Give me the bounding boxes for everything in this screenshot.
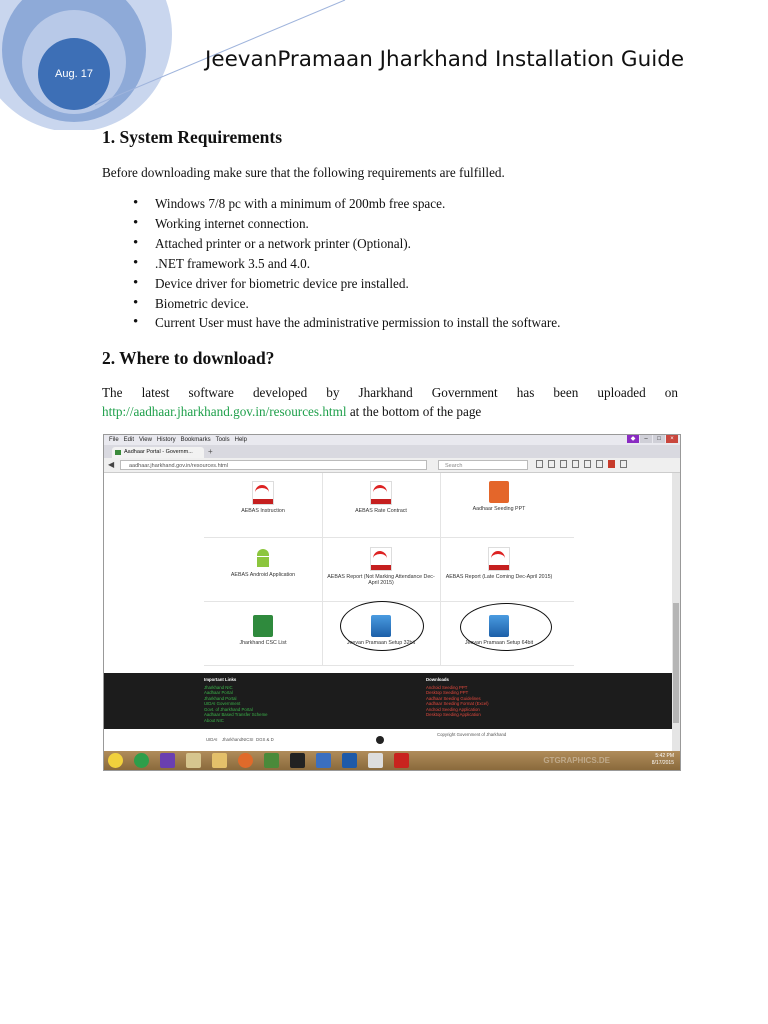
footer-link[interactable]: Android Seeding Application <box>426 706 480 712</box>
file-item-jp-32bit[interactable]: Jeevan Pramaan Setup 32bit <box>322 607 440 669</box>
file-item[interactable]: Jharkhand CSC List <box>204 607 322 669</box>
menu-item-file[interactable]: File <box>109 437 119 443</box>
addon-red-icon[interactable] <box>608 460 615 468</box>
browser-tabbar <box>104 445 680 458</box>
footer-link[interactable]: NICSI <box>242 737 254 742</box>
list-item: • .NET framework 3.5 and 4.0. <box>155 254 560 274</box>
list-item: • Current User must have the administrative permission to install the software. <box>155 313 560 333</box>
browser-menubar <box>104 435 680 445</box>
downloads-grid <box>204 473 574 673</box>
download-text: The latest software developed by Jharkhand Government has been uploaded on <box>102 385 678 400</box>
back-arrow-icon[interactable]: ◀ <box>108 460 115 469</box>
footer-link[interactable]: Desktop Seeding Application <box>426 712 481 717</box>
browser-toolbar-icons <box>536 460 632 468</box>
footer-link[interactable]: Aadhaar Based Transfer Scheme <box>204 712 268 717</box>
windows-taskbar <box>104 751 680 770</box>
resources-link[interactable]: http://aadhaar.jharkhand.gov.in/resources.html <box>102 404 347 419</box>
footer-link[interactable]: DGS & D <box>256 737 274 742</box>
section-heading-download: 2. Where to download? <box>102 348 275 368</box>
menu-item-view[interactable]: View <box>139 437 152 443</box>
browser-screenshot <box>103 434 681 771</box>
remote-desktop-icon[interactable] <box>316 753 331 768</box>
footer-link[interactable]: Desktop Seeding PPT <box>426 690 469 695</box>
copyright-text: Copyright Government of Jharkhand <box>437 732 507 737</box>
requirements-list <box>102 194 560 333</box>
highlight-oval-32bit <box>340 601 424 651</box>
page-scrollbar[interactable] <box>672 473 680 751</box>
minimize-icon[interactable]: – <box>640 435 652 443</box>
requirements-intro: Before downloading make sure that the following requirements are fulfilled. <box>102 165 505 180</box>
explorer-folder-icon[interactable] <box>212 753 227 768</box>
grid-app-icon[interactable] <box>368 753 383 768</box>
acrobat-icon[interactable] <box>394 753 409 768</box>
photoshop-icon[interactable] <box>342 753 357 768</box>
facebook-icon[interactable] <box>376 736 384 744</box>
close-icon[interactable]: × <box>666 435 678 443</box>
pdf-icon <box>252 481 274 505</box>
list-item: • Device driver for biometric device pre installed. <box>155 274 560 294</box>
footer-link[interactable]: About NIC <box>204 717 224 723</box>
bookmark-star-icon[interactable] <box>536 460 543 468</box>
window-buttons <box>626 435 678 443</box>
file-item[interactable]: AEBAS Instruction <box>204 473 322 535</box>
favicon-icon <box>115 450 121 455</box>
home-icon[interactable] <box>584 460 591 468</box>
excel-icon <box>253 615 273 637</box>
browser-tab[interactable]: Aadhaar Portal - Governm... <box>112 447 204 458</box>
system-clock: 5:42 PM 8/17/2015 <box>651 753 674 766</box>
footer-link[interactable]: Aadhaar Seeding Format (Excel) <box>426 701 489 706</box>
android-studio-icon[interactable] <box>264 753 279 768</box>
browser-navbar <box>104 458 680 473</box>
highlight-oval-64bit <box>460 603 552 651</box>
footer-link[interactable]: Jharkhand NIC <box>204 684 233 690</box>
file-item[interactable]: AEBAS Report (Not Marking Attendance Dec-April 2015) <box>322 539 440 601</box>
pdf-icon <box>370 547 392 571</box>
new-tab-icon[interactable]: + <box>208 447 213 456</box>
menu-icon[interactable] <box>620 460 627 468</box>
list-item: • Attached printer or a network printer (Optional). <box>155 234 560 254</box>
addon-icon[interactable] <box>596 460 603 468</box>
important-links: Important Links Jharkhand NIC Aadhaar Portal Jharkhand Portal UIDAI Government Govt. of Jharkhand Portal Aadhaar Based Transfer Scheme About NIC <box>204 677 268 723</box>
list-item: • Biometric device. <box>155 294 560 314</box>
site-footer <box>104 673 672 729</box>
download-text-line2: http://aadhaar.jharkhand.gov.in/resources.html at the bottom of the page <box>102 404 482 419</box>
visual-studio-icon[interactable] <box>160 753 175 768</box>
menu-item-history[interactable]: History <box>156 437 176 443</box>
pdf-icon <box>370 481 392 505</box>
footer-link[interactable]: UIDAI <box>206 737 218 742</box>
reading-list-icon[interactable] <box>548 460 555 468</box>
android-icon <box>253 547 273 569</box>
menu-item-help[interactable]: Help <box>234 437 247 443</box>
pocket-icon[interactable] <box>560 460 567 468</box>
pdf-icon <box>488 547 510 571</box>
url-bar[interactable]: aadhaar.jharkhand.gov.in/resources.html <box>120 460 427 470</box>
section-heading-requirements: 1. System Requirements <box>102 127 283 147</box>
file-item[interactable]: Aadhaar Seeding PPT <box>440 473 558 535</box>
terminal-icon[interactable] <box>290 753 305 768</box>
extension-icon[interactable]: ◆ <box>627 435 639 443</box>
file-item-jp-64bit[interactable]: Jeevan Pramaan Setup 64bit <box>440 607 558 669</box>
date-badge: Aug. 17 <box>38 38 110 110</box>
list-item: • Windows 7/8 pc with a minimum of 200mb free space. <box>155 194 560 214</box>
file-item[interactable]: AEBAS Rate Contract <box>322 473 440 535</box>
download-links: Downloads Android Seeding PPT Desktop Seeding PPT Aadhaar Seeding Guidelines Aadhaar Seeding Format (Excel) Android Seeding Application Desktop Seeding Application <box>426 677 489 717</box>
menu-item-edit[interactable]: Edit <box>123 437 135 443</box>
start-smiley-icon[interactable] <box>108 753 123 768</box>
firefox-icon[interactable] <box>238 753 253 768</box>
powerpoint-icon <box>489 481 509 503</box>
footer-link[interactable]: Aadhaar Seeding Guidelines <box>426 695 481 701</box>
web-page <box>104 473 672 751</box>
list-item: • Working internet connection. <box>155 214 560 234</box>
site-subfooter <box>104 729 672 751</box>
file-icon[interactable] <box>186 753 201 768</box>
footer-link[interactable]: Jharkhand Portal <box>204 695 237 701</box>
footer-link[interactable]: Aadhaar Portal <box>204 690 233 695</box>
scrollbar-thumb[interactable] <box>673 603 679 723</box>
menu-item-bookmarks[interactable]: Bookmarks <box>180 437 211 443</box>
footer-link[interactable]: Govt. of Jharkhand Portal <box>204 706 253 712</box>
menu-item-tools[interactable]: Tools <box>215 437 230 443</box>
chrome-icon[interactable] <box>134 753 149 768</box>
download-icon[interactable] <box>572 460 579 468</box>
search-box[interactable]: Search <box>438 460 528 470</box>
footer-link[interactable]: UIDAI Government <box>204 701 241 706</box>
document-title: JeevanPramaan Jharkhand Installation Guide <box>205 47 685 72</box>
maximize-icon[interactable]: □ <box>653 435 665 443</box>
file-item[interactable]: AEBAS Report (Late Coming Dec-April 2015) <box>440 539 558 601</box>
footer-link[interactable]: Android Seeding PPT <box>426 684 468 690</box>
footer-link[interactable]: Jharkhand <box>222 737 243 742</box>
watermark: GTGRAPHICS.DE <box>543 756 610 765</box>
file-item[interactable]: AEBAS Android Application <box>204 539 322 601</box>
